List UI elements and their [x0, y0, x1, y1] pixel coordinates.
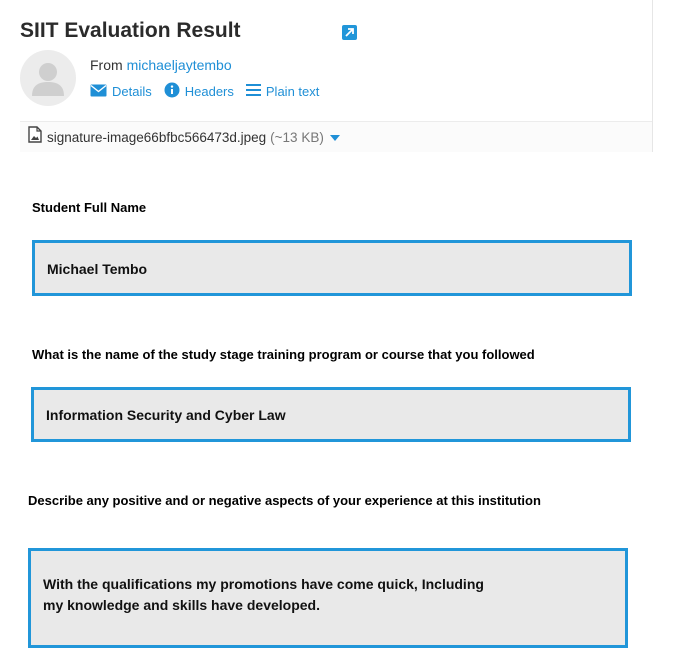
sender-link[interactable]: michaeljaytembo [126, 57, 232, 73]
image-file-icon [28, 126, 42, 148]
sender-avatar [20, 50, 76, 106]
envelope-icon [90, 84, 107, 100]
answer-experience-line2: my knowledge and skills have developed. [43, 597, 320, 613]
answer-box-full-name [32, 240, 632, 296]
question-label-program: What is the name of the study stage training program or course that you followed [32, 347, 535, 362]
details-label: Details [112, 84, 152, 99]
plain-text-button[interactable] [246, 82, 319, 101]
lines-icon [246, 83, 261, 100]
answer-program: Information Security and Cyber Law [46, 407, 286, 423]
headers-button[interactable] [164, 82, 234, 101]
headers-label: Headers [184, 84, 234, 99]
message-header [0, 0, 653, 152]
from-line [90, 57, 232, 73]
chevron-down-icon[interactable] [330, 128, 340, 146]
attachment-size: (~13 KB) [270, 129, 324, 145]
answer-box-program [31, 387, 631, 442]
answer-box-experience [28, 548, 628, 648]
answer-full-name: Michael Tembo [47, 261, 148, 277]
attachment-bar [20, 121, 652, 152]
plain-text-label: Plain text [265, 84, 320, 99]
question-label-full-name: Student Full Name [32, 200, 147, 215]
email-subject: SIIT Evaluation Result [20, 19, 241, 42]
open-in-new-window-icon[interactable] [342, 25, 357, 40]
answer-experience-line1: With the qualifications my promotions have come quick, Including [43, 576, 484, 592]
details-button[interactable] [90, 82, 152, 101]
from-label: From [90, 57, 123, 73]
attachment-name[interactable]: signature-image66bfbc566473d.jpeg [47, 129, 267, 145]
question-label-experience: Describe any positive and or negative aspects of your experience at this institution [28, 493, 541, 508]
info-icon [164, 82, 180, 101]
message-actions [90, 82, 319, 101]
